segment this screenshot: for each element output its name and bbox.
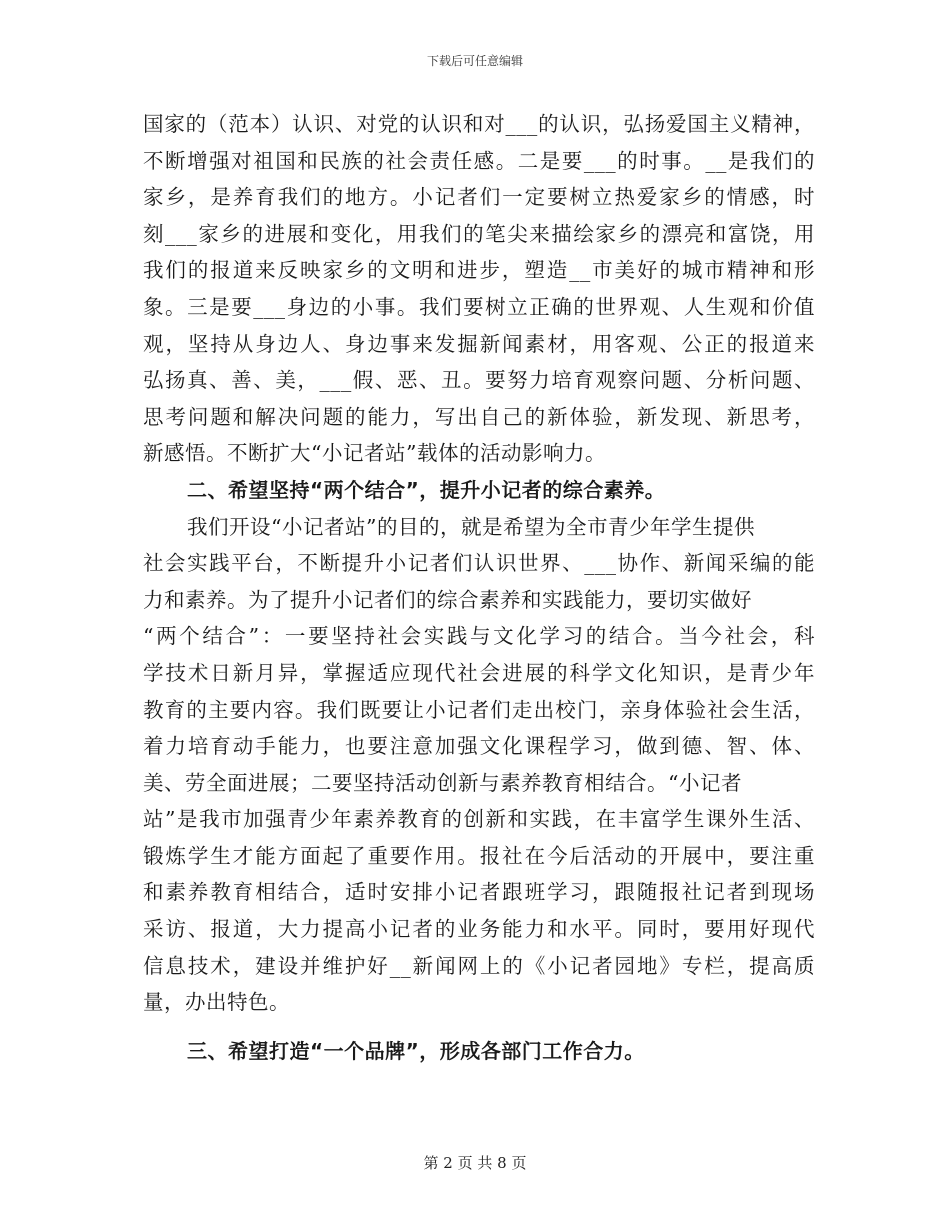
body-line: “两个结合”：一要坚持社会实践与文化学习的结合。当今社会，科 [143, 624, 815, 649]
body-line: 社会实践平台，不断提升小记者们认识世界、___协作、新闻采编的能 [143, 551, 815, 576]
body-line: 采访、报道，大力提高小记者的业务能力和水平。同时，要用好现代 [143, 917, 815, 942]
body-line: 站”是我市加强青少年素养教育的创新和实践，在丰富学生课外生活、 [143, 807, 815, 832]
body-line: 力和素养。为了提升小记者们的综合素养和实践能力，要切实做好 [143, 587, 752, 612]
body-line: 教育的主要内容。我们既要让小记者们走出校门，亲身体验社会生活， [143, 697, 815, 722]
body-line: 美、劳全面进展；二要坚持活动创新与素养教育相结合。“小记者 [143, 770, 742, 795]
body-line: 刻___家乡的进展和变化，用我们的笔尖来描绘家乡的漂亮和富饶，用 [143, 221, 815, 246]
body-line: 观，坚持从身边人、身边事来发掘新闻素材，用客观、公正的报道来 [143, 331, 815, 356]
body-line: 和素养教育相结合，适时安排小记者跟班学习，跟随报社记者到现场 [143, 880, 815, 905]
page-number: 第 2 页 共 8 页 [423, 1154, 527, 1172]
body-line: 新感悟。不断扩大“小记者站”载体的活动影响力。 [143, 441, 606, 466]
body-line: 家乡，是养育我们的地方。小记者们一定要树立热爱家乡的情感，时 [143, 185, 815, 210]
section-heading-2: 二、希望坚持“两个结合”，提升小记者的综合素养。 [187, 477, 666, 502]
body-line: 着力培育动手能力，也要注意加强文化课程学习，做到德、智、体、 [143, 734, 815, 759]
body-line: 弘扬真、善、美，___假、恶、丑。要努力培育观察问题、分析问题、 [143, 368, 815, 393]
body-line: 锻炼学生才能方面起了重要作用。报社在今后活动的开展中，要注重 [143, 843, 815, 868]
body-line: 我们开设“小记者站”的目的，就是希望为全市青少年学生提供 [187, 514, 755, 539]
page-header-note: 下载后可任意编辑 [426, 54, 523, 68]
document-body [143, 106, 815, 1069]
body-line: 我们的报道来反映家乡的文明和进步，塑造__市美好的城市精神和形 [143, 258, 815, 283]
section-heading-3: 三、希望打造“一个品牌”，形成各部门工作合力。 [187, 1038, 645, 1063]
body-line: 信息技术，建设并维护好__新闻网上的《小记者园地》专栏，提高质 [143, 953, 815, 978]
body-line: 思考问题和解决问题的能力，写出自己的新体验，新发现、新思考， [143, 404, 815, 429]
body-line: 象。三是要___身边的小事。我们要树立正确的世界观、人生观和价值 [143, 294, 815, 319]
body-line: 国家的（范本）认识、对党的认识和对___的认识，弘扬爱国主义精神， [143, 112, 815, 136]
body-line: 不断增强对祖国和民族的社会责任感。二是要___的时事。__是我们的 [143, 148, 815, 173]
body-line: 学技术日新月异，掌握适应现代社会进展的科学文化知识，是青少年 [143, 660, 815, 685]
body-line: 量，办出特色。 [143, 990, 290, 1015]
